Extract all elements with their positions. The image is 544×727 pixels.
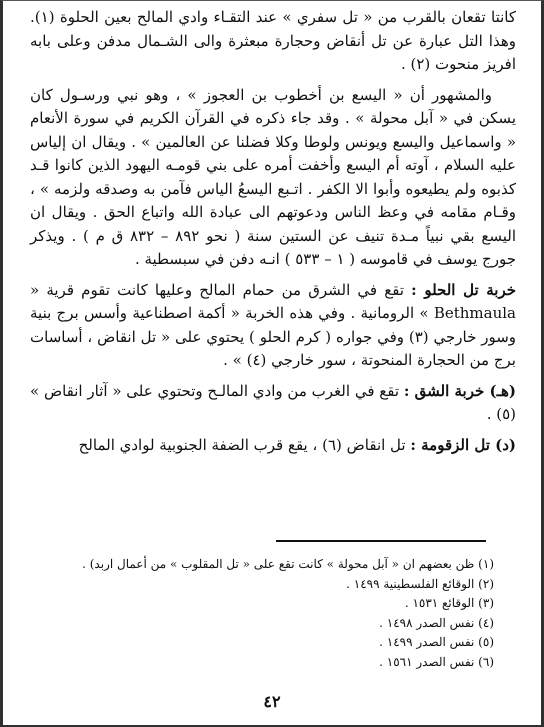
section-heading: (هـ) خربة الشق : <box>403 381 516 400</box>
section-tel-al-hulw <box>30 279 516 373</box>
section-heading: خربة تل الحلو : <box>411 280 516 299</box>
footnote-6: (٦) نفس الصدر ١٥٦١ . <box>379 654 494 669</box>
section-text: تقع في الغرب من وادي المالـح وتحتوي على « آثار انقاض » (٥) . <box>30 381 516 423</box>
footnote-separator <box>276 540 486 542</box>
footnote-2: (٢) الوقائع الفلسطينية ١٤٩٩ . <box>346 576 494 591</box>
footnote-1: (١) ظن بعضهم ان « آبل محولة » كانت تقع على « تل المقلوب » من أعمال اربد) . <box>82 557 494 571</box>
section-khirbet-al-shaq <box>30 380 516 427</box>
paragraph-2: والمشهور أن « اليسع بن أخطوب بن العجوز » ، وهو نبي ورسـول كان يسكن في « آبل محولة » . وقد جاء ذكره في القرآن الكريم في سورة الأنعام « واسماعيل واليسع ويونس ولوطا وكلا فضلنا عن العالمين » . ويقال ان إلياس عليه السلام ، آوته أم اليسع وأخفت أمره على بني قومـه اليهود الذين كانوا قـد كذبوه ولم يطيعوه وأبوا الا الكفر . اتـبع اليسعُ الياس فآمن به وصدقه ولزمه » ، وقـام مقامه في وعظ الناس ودعوتهم الى عبادة الله واتباع الحق . ويقال ان اليسع بقي نبياً مـدة تنيف عن الستين سنة ( نحو ٨٩٢ – ٨٣٢ ق م ) . ويذكر جورج يوسف في قاموسه ( ١ – ٥٣٣ ) انـه دفن في سبسطية . <box>30 85 516 268</box>
footnote-4: (٤) نفس الصدر ١٤٩٨ . <box>379 615 494 630</box>
footnote-5: (٥) نفس الصدر ١٤٩٩ . <box>379 635 494 650</box>
section-tel-al-zaqquma <box>30 434 516 458</box>
section-heading: (د) تل الزقومة : <box>410 435 516 454</box>
section-text: تقع في الشرق من حمام المالح وعليها كانت تقوم قرية « Bethmaula » الرومانية . وفي هذه الخربة « أكمة اصطناعية وأسس برج بنية وسور خارجي (٣) وفي جواره ( كرم الحلو ) يحتوي على « تل انقاض ، أساسات برج من الحجارة المنحوتة ، سور خارجي (٤) » . <box>30 280 517 369</box>
footnote-3: (٣) الوقائع ١٥٣١ . <box>404 596 494 611</box>
page-number: ٤٢ <box>263 692 281 711</box>
footnotes <box>30 555 516 673</box>
paragraph-1: كانتا تقعان بالقرب من « تل سفري » عند التقـاء وادي المالح بعين الحلوة (١). وهذا التل عبارة عن تل أنقاض وحجارة مبعثرة والى الشـمال مدفن وعلى بابه افريز منحوت (٢) . <box>30 8 516 73</box>
section-text: تل انقاض (٦) ، يقع قرب الضفة الجنوبية لوادي المالح <box>78 435 406 454</box>
document-body <box>30 6 516 457</box>
